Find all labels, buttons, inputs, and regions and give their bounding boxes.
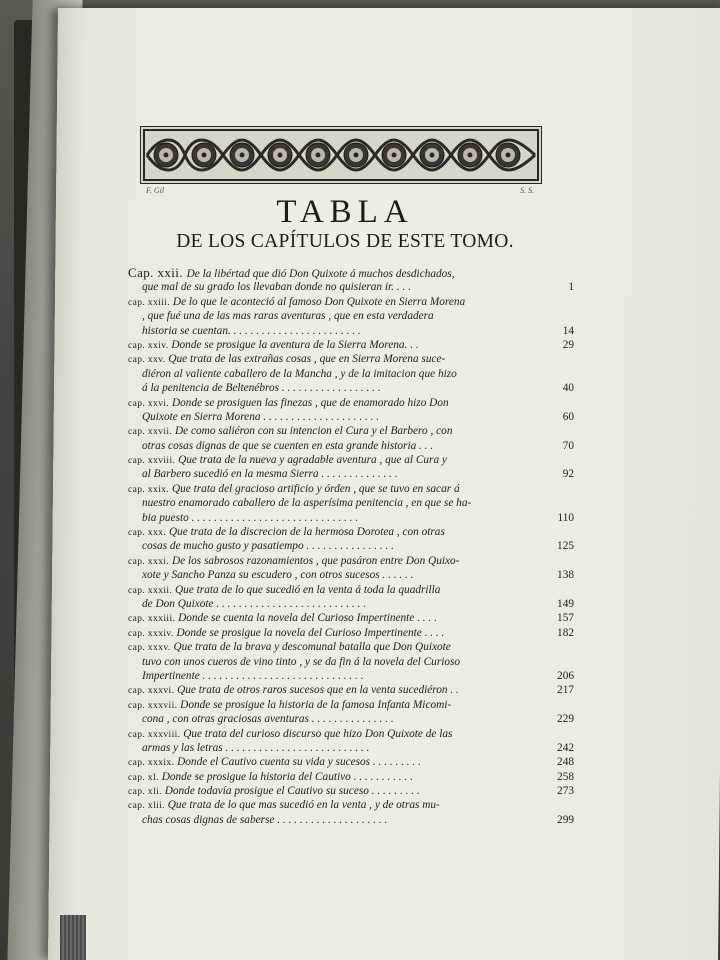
toc-entry-line xyxy=(128,280,574,294)
chapter-description: , que fué una de las mas raras aventuras , que en esta verdadera xyxy=(142,310,434,323)
toc-entry-line xyxy=(128,770,574,784)
chapter-page-number: 14 xyxy=(562,324,574,337)
chapter-description: Donde se cuenta la novela del Curioso Impertinente . . . . xyxy=(178,612,437,625)
chapter-description: Donde se prosiguen las finezas , que de enamorado hizo Don xyxy=(171,396,449,409)
toc-entry-line xyxy=(128,683,574,697)
chapter-description: bia puesto . . . . . . . . . . . . . . . . . . . . . . . . . . . . . . xyxy=(142,511,359,524)
toc-entry xyxy=(128,525,574,554)
chapter-description: Quixote en Sierra Morena . . . . . . . . . . . . . . . . . . . . . xyxy=(142,410,380,423)
toc-entry-line xyxy=(128,511,574,525)
chapter-page-number: 299 xyxy=(557,813,574,826)
toc-entry xyxy=(128,295,574,338)
toc-entry-line xyxy=(128,324,574,338)
chapter-description: Donde se prosigue la aventura de la Sierra Morena. . . xyxy=(171,338,419,351)
toc-entry xyxy=(128,727,574,756)
chapter-page-number: 110 xyxy=(557,511,574,524)
chapter-number: cap. xxiv. xyxy=(128,340,172,351)
chapter-number: cap. xxxi. xyxy=(128,556,172,567)
chapter-number: cap. xxxviii. xyxy=(128,729,184,740)
toc-entry-line xyxy=(128,424,574,438)
chapter-description: Donde el Cautivo cuenta su vida y sucesos . . . . . . . . . xyxy=(177,756,421,769)
toc-entry xyxy=(128,583,574,612)
toc-entry-line xyxy=(128,482,574,496)
table-of-contents xyxy=(128,266,574,827)
toc-entry xyxy=(128,338,574,352)
chapter-page-number: 273 xyxy=(557,785,574,798)
toc-entry-line xyxy=(128,568,574,582)
chapter-number: cap. xxxiv. xyxy=(128,628,177,639)
toc-entry xyxy=(128,611,574,625)
toc-entry-line xyxy=(128,698,574,712)
toc-entry-line xyxy=(128,467,574,481)
chapter-number: cap. xxix. xyxy=(128,484,172,495)
chapter-description: nuestro enamorado caballero de la asperísima penitencia , en que se ha- xyxy=(142,497,472,510)
toc-entry-line xyxy=(128,525,574,539)
toc-entry-line xyxy=(128,295,574,309)
chapter-number: cap. xxv. xyxy=(128,355,169,366)
chapter-description: Que trata de las extrañas cosas , que en Sierra Morena suce- xyxy=(168,353,446,366)
chapter-description: al Barbero sucedió en la mesma Sierra . . . . . . . . . . . . . . xyxy=(142,468,398,481)
chapter-description: de Don Quixote . . . . . . . . . . . . . . . . . . . . . . . . . . . xyxy=(142,597,367,610)
toc-entry-line xyxy=(128,381,574,395)
chapter-page-number: 182 xyxy=(557,626,574,639)
engraver-credit-right: S. S. xyxy=(520,186,534,195)
toc-entry-line xyxy=(128,784,574,798)
chapter-description: De lo que le aconteció al famoso Don Quixote en Sierra Morena xyxy=(172,295,466,308)
toc-entry xyxy=(128,482,574,525)
chapter-number: cap. xxxii. xyxy=(128,585,176,596)
toc-entry-line xyxy=(128,755,574,769)
toc-entry-line xyxy=(128,798,574,812)
chapter-number: Cap. xxii. xyxy=(128,266,187,280)
toc-entry-line xyxy=(128,338,574,352)
chapter-page-number: 92 xyxy=(562,468,574,481)
chapter-description: á la penitencia de Beltenébros . . . . . . . . . . . . . . . . . . xyxy=(142,382,381,395)
chapter-description: Que trata de la nueva y agradable aventura , que al Cura y xyxy=(178,454,447,467)
chapter-page-number: 29 xyxy=(562,338,574,351)
toc-entry-line xyxy=(128,655,574,669)
toc-entry xyxy=(128,698,574,727)
chapter-number: cap. xxx. xyxy=(128,528,169,539)
chapter-description: Donde se prosigue la novela del Curioso Impertinente . . . . xyxy=(176,626,445,639)
toc-entry xyxy=(128,396,574,425)
chapter-description: De la libértad que dió Don Quixote á muchos desdichados, xyxy=(186,268,455,280)
chapter-description: Que trata del curioso discurso que hizo Don Quixote de las xyxy=(183,727,453,740)
toc-entry-line xyxy=(128,266,574,280)
chapter-number: cap. xl. xyxy=(128,772,162,783)
page-title: TABLA xyxy=(276,194,414,230)
chapter-number: cap. xli. xyxy=(128,787,165,798)
chapter-description: chas cosas dignas de saberse . . . . . . . . . . . . . . . . . . . . xyxy=(142,813,388,826)
toc-entry xyxy=(128,784,574,798)
toc-entry-line xyxy=(128,611,574,625)
toc-entry-line xyxy=(128,727,574,741)
toc-entry xyxy=(128,798,574,827)
toc-entry-line xyxy=(128,813,574,827)
toc-entry xyxy=(128,453,574,482)
chapter-page-number: 217 xyxy=(557,684,574,697)
toc-entry-line xyxy=(128,741,574,755)
chapter-page-number: 157 xyxy=(557,612,574,625)
ornamental-header-band xyxy=(140,126,542,184)
chapter-description: que mal de su grado los llevaban donde no quisieran ir. . . . xyxy=(142,281,411,294)
chapter-description: diéron al valiente caballero de la Mancha , y de la imitacion que hizo xyxy=(142,367,457,380)
chapter-description: Donde se prosigue la historia de la famosa Infanta Micomi- xyxy=(180,698,452,711)
chapter-description: Donde todavía prosigue el Cautivo su suceso . . . . . . . . . xyxy=(164,785,420,798)
toc-entry-line xyxy=(128,439,574,453)
toc-entry-line xyxy=(128,626,574,640)
chapter-page-number: 248 xyxy=(557,756,574,769)
chapter-page-number: 149 xyxy=(557,597,574,610)
chapter-description: Que trata de lo que mas sucedió en la venta , y de otras mu- xyxy=(167,799,440,812)
chapter-description: Que trata del gracioso artificio y órden , que se tuvo en sacar á xyxy=(171,482,460,495)
toc-entry-line xyxy=(128,453,574,467)
chapter-page-number: 138 xyxy=(557,569,574,582)
chapter-page-number: 1 xyxy=(568,281,574,294)
chapter-number: cap. xxxiii. xyxy=(128,614,179,625)
chapter-number: cap. xxxv. xyxy=(128,643,174,654)
chapter-description: Donde se prosigue la historia del Cautivo . . . . . . . . . . . xyxy=(161,770,413,783)
chapter-number: cap. xxvii. xyxy=(128,427,176,438)
chapter-description: Que trata de otros raros sucesos que en la venta sucediéron . . xyxy=(177,684,459,697)
toc-entry-line xyxy=(128,539,574,553)
chapter-description: historia se cuentan. . . . . . . . . . . . . . . . . . . . . . . . xyxy=(142,324,361,337)
rosette-frieze-icon xyxy=(141,127,541,183)
page-subtitle: DE LOS CAPÍTULOS DE ESTE TOMO. xyxy=(176,231,514,252)
chapter-page-number: 229 xyxy=(557,713,574,726)
chapter-description: Que trata de la brava y descomunal batalla que Don Quixote xyxy=(173,641,451,654)
chapter-description: xote y Sancho Panza su escudero , con otros sucesos . . . . . . xyxy=(142,569,414,582)
toc-entry xyxy=(128,352,574,395)
chapter-description: otras cosas dignas de que se cuenten en esta grande historia . . . xyxy=(142,439,434,452)
toc-entry xyxy=(128,640,574,683)
chapter-page-number: 40 xyxy=(562,382,574,395)
chapter-page-number: 206 xyxy=(557,669,574,682)
toc-entry xyxy=(128,770,574,784)
chapter-description: De los sabrosos razonamientos , que pasáron entre Don Quixo- xyxy=(171,554,460,567)
chapter-description: armas y las letras . . . . . . . . . . . . . . . . . . . . . . . . . . xyxy=(142,741,370,754)
ribbon-bookmark xyxy=(60,915,86,960)
chapter-number: cap. xxvi. xyxy=(128,398,172,409)
chapter-description: Que trata de lo que sucedió en la venta á toda la quadrilla xyxy=(175,583,441,596)
toc-entry-line xyxy=(128,496,574,510)
chapter-page-number: 242 xyxy=(557,741,574,754)
chapter-number: cap. xxxvii. xyxy=(128,700,181,711)
toc-entry-line xyxy=(128,640,574,654)
toc-entry-line xyxy=(128,554,574,568)
toc-entry xyxy=(128,266,574,295)
toc-entry-line xyxy=(128,597,574,611)
chapter-description: cona , con otras graciosas aventuras . . . . . . . . . . . . . . . xyxy=(142,713,394,726)
toc-entry-line xyxy=(128,712,574,726)
toc-entry-line xyxy=(128,367,574,381)
chapter-description: De como saliéron con su intencion el Cura y el Barbero , con xyxy=(175,425,453,438)
chapter-number: cap. xxviii. xyxy=(128,456,179,467)
chapter-number: cap. xxxvi. xyxy=(128,686,178,697)
chapter-number: cap. xxxix. xyxy=(128,758,178,769)
toc-entry xyxy=(128,424,574,453)
toc-entry-line xyxy=(128,583,574,597)
chapter-page-number: 70 xyxy=(562,439,574,452)
toc-entry-line xyxy=(128,396,574,410)
toc-entry-line xyxy=(128,352,574,366)
toc-entry-line xyxy=(128,669,574,683)
chapter-page-number: 60 xyxy=(562,410,574,423)
toc-entry xyxy=(128,755,574,769)
chapter-description: Que trata de la discrecion de la hermosa Dorotea , con otras xyxy=(168,526,445,539)
engraver-credit-left: F. Gil xyxy=(146,186,165,195)
chapter-description: Impertinente . . . . . . . . . . . . . . . . . . . . . . . . . . . . . xyxy=(142,669,364,682)
toc-entry xyxy=(128,554,574,583)
chapter-description: tuvo con unos cueros de vino tinto , y se da fin á la novela del Curioso xyxy=(142,655,461,668)
chapter-page-number: 125 xyxy=(557,540,574,553)
chapter-number: cap. xxiii. xyxy=(128,297,173,308)
chapter-page-number: 258 xyxy=(557,770,574,783)
toc-entry xyxy=(128,626,574,640)
toc-entry xyxy=(128,683,574,697)
chapter-number: cap. xlii. xyxy=(128,801,168,812)
chapter-description: cosas de mucho gusto y pasatiempo . . . . . . . . . . . . . . . . xyxy=(142,540,394,553)
toc-entry-line xyxy=(128,309,574,323)
toc-entry-line xyxy=(128,410,574,424)
